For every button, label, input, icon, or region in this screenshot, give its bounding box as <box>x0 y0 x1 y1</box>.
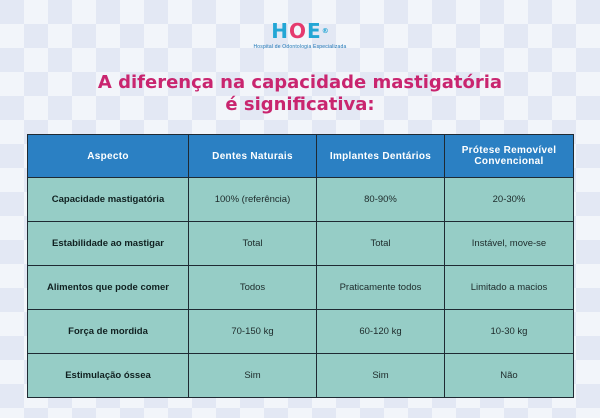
logo-letter-o: O <box>289 19 307 43</box>
registered-mark: ® <box>321 27 329 35</box>
comparison-table <box>27 134 574 398</box>
title-line-2: é significativa: <box>225 94 375 115</box>
logo <box>252 20 348 60</box>
logo-subtitle: Hospital de Odontologia Especializada <box>253 44 347 50</box>
table-header-row <box>28 135 574 178</box>
table-row <box>28 354 574 398</box>
table-cell: Sim <box>317 354 445 398</box>
table-cell: Sim <box>189 354 317 398</box>
row-aspect: Capacidade mastigatória <box>28 178 189 222</box>
header-dentes-naturais: Dentes Naturais <box>189 135 317 178</box>
logo-mark <box>252 20 348 42</box>
header-protese: Prótese Removível Convencional <box>445 135 574 178</box>
row-aspect: Força de mordida <box>28 310 189 354</box>
table-row <box>28 310 574 354</box>
row-aspect: Alimentos que pode comer <box>28 266 189 310</box>
table-cell: 60-120 kg <box>317 310 445 354</box>
table-cell: 70-150 kg <box>189 310 317 354</box>
table-cell: Total <box>317 222 445 266</box>
logo-letter-e: E <box>307 19 321 43</box>
table-row <box>28 222 574 266</box>
table-row <box>28 178 574 222</box>
row-aspect: Estimulação óssea <box>28 354 189 398</box>
table-cell: Instável, move-se <box>445 222 574 266</box>
row-aspect: Estabilidade ao mastigar <box>28 222 189 266</box>
table-cell: Não <box>445 354 574 398</box>
title-line-1: A diferença na capacidade mastigatória <box>97 72 503 93</box>
table-row <box>28 266 574 310</box>
table-cell: Todos <box>189 266 317 310</box>
table-cell: 10-30 kg <box>445 310 574 354</box>
table-cell: 20-30% <box>445 178 574 222</box>
table-cell: Praticamente todos <box>317 266 445 310</box>
table-cell: 100% (referência) <box>189 178 317 222</box>
header-implantes: Implantes Dentários <box>317 135 445 178</box>
logo-letter-h: H <box>271 19 289 43</box>
table-cell: Limitado a macios <box>445 266 574 310</box>
header-aspecto: Aspecto <box>28 135 189 178</box>
table-cell: 80-90% <box>317 178 445 222</box>
page-title <box>0 72 600 116</box>
table-cell: Total <box>189 222 317 266</box>
